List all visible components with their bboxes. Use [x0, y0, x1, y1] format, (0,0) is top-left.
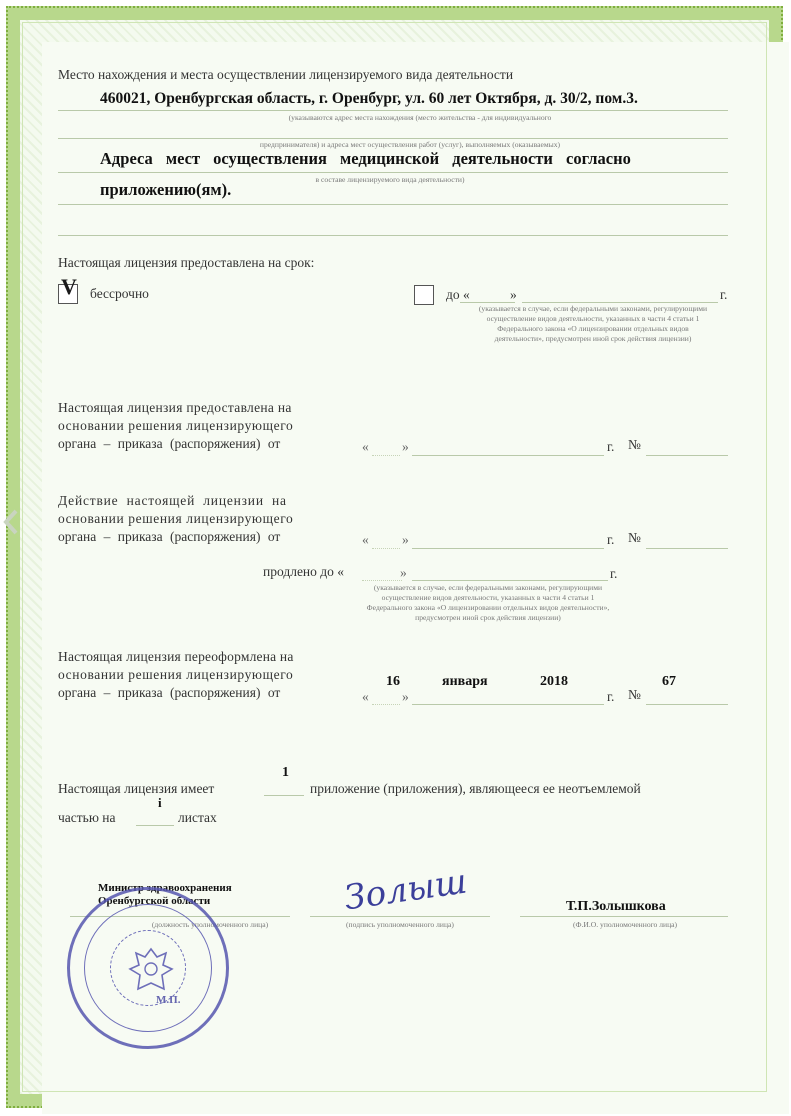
unlimited-label: бессрочно [90, 286, 149, 301]
name-line [520, 916, 728, 917]
appendix-count: 1 [282, 765, 289, 780]
extension-line-2: основании решения лицензирующего [58, 511, 294, 526]
reissue-open: « [362, 689, 369, 704]
reissue-month: января [442, 674, 488, 689]
reissue-number: № [628, 687, 641, 702]
extension-note: (указывается в случае, если федеральными законами, регулирующими осуществление видов деятельности, указанных в части 4 статьи 1 Федерального закона «О лицензировании отдельных видов деятельности», предусмотрен иной срок действия лицензии) [366, 583, 610, 622]
basis-date-line[interactable] [412, 455, 604, 456]
seal-mp-label: М.П. [156, 994, 181, 1006]
underline-3 [58, 172, 728, 173]
extension-day-line[interactable] [372, 548, 400, 549]
extension-number-line[interactable] [646, 548, 728, 549]
reissue-line-3: органа – приказа (распоряжения) от [58, 685, 281, 700]
position-line-2: Оренбургской области [98, 895, 211, 907]
extended-until-label: продлено до « [263, 564, 345, 579]
underline-2 [58, 138, 728, 139]
appendix-sheets-line[interactable] [136, 825, 174, 826]
appendix-count-line[interactable] [264, 795, 304, 796]
extension-open: « [362, 532, 369, 547]
signature-line [310, 916, 490, 917]
basis-year: г. [607, 439, 615, 454]
term-label: Настоящая лицензия предоставлена на срок: [58, 255, 315, 270]
term-note: (указывается в случае, если федеральными законами, регулирующими осуществление видов деятельности, указанных в части 4 статьи 1 Федерального закона «О лицензировании отдельных видов деятельности», предусмотрен иной срок действия лицензии) [478, 304, 708, 343]
official-seal [67, 887, 229, 1049]
coat-of-arms-icon [128, 945, 174, 995]
appendix-sheets-before: частью на [58, 810, 116, 825]
until-close: » [510, 287, 517, 302]
extension-year: г. [607, 532, 615, 547]
chevron-left-icon[interactable] [2, 508, 22, 536]
reissue-line-1: Настоящая лицензия переоформлена на [58, 649, 294, 664]
address-underline [58, 110, 728, 111]
basis-line-3: органа – приказа (распоряжения) от [58, 436, 281, 451]
basis-number: № [628, 437, 641, 452]
reissue-day-line[interactable] [372, 704, 400, 705]
basis-day-line[interactable] [372, 455, 400, 456]
signature-mark: Золыш [341, 861, 470, 919]
reissue-line-2: основании решения лицензирующего [58, 667, 294, 682]
extension-date-line[interactable] [412, 548, 604, 549]
appendix-text-after: приложение (приложения), являющееся ее неотъемлемой [310, 781, 641, 796]
position-line-1: Министр здравоохранения [98, 882, 232, 894]
location-label: Место нахождения и места осуществлении лицензируемого вида деятельности [58, 67, 514, 82]
location-note-3: в составе лицензируемого вида деятельности) [315, 175, 465, 184]
reissue-close: » [402, 689, 409, 704]
extension-line-1: Действие настоящей лицензии на [58, 493, 287, 508]
basis-open: « [362, 439, 369, 454]
until-label: до « [446, 287, 470, 302]
extended-close: » [400, 565, 407, 580]
basis-line-2: основании решения лицензирующего [58, 418, 294, 433]
until-checkbox[interactable] [414, 285, 434, 305]
extension-number: № [628, 530, 641, 545]
appendix-sheets-count: i [158, 795, 162, 810]
appendix-sheets-after: листах [178, 810, 217, 825]
activity-line-2: приложению(ям). [100, 180, 232, 199]
until-date-line[interactable] [522, 302, 718, 303]
reissue-year: г. [607, 689, 615, 704]
reissue-number-value: 67 [662, 674, 676, 689]
name-note: (Ф.И.О. уполномоченного лица) [572, 920, 678, 929]
extended-day-line[interactable] [362, 580, 402, 581]
until-year: г. [720, 287, 728, 302]
signatory-name: Т.П.Золышкова [566, 899, 666, 914]
basis-number-line[interactable] [646, 455, 728, 456]
basis-close: » [402, 439, 409, 454]
extended-year: г. [610, 566, 618, 581]
reissue-date-line[interactable] [412, 704, 604, 705]
extension-line-3: органа – приказа (распоряжения) от [58, 529, 281, 544]
unlimited-checkmark: V [61, 274, 77, 299]
reissue-number-line[interactable] [646, 704, 728, 705]
location-note-2: предпринимателя) и адреса мест осуществления работ (услуг), выполняемых (оказываемых) [259, 140, 561, 149]
reissue-year-value: 2018 [540, 674, 568, 689]
activity-line-1: Адреса мест осуществления медицинской деятельности согласно [100, 149, 631, 168]
extended-date-line[interactable] [412, 580, 608, 581]
location-note-1: (указываются адрес места нахождения (место жительства - для индивидуального [288, 113, 552, 122]
until-day-line[interactable] [460, 302, 515, 303]
extension-close: » [402, 532, 409, 547]
underline-4 [58, 204, 728, 205]
signature-note: (подпись уполномоченного лица) [346, 920, 454, 929]
address-text: 460021, Оренбургская область, г. Оренбург, ул. 60 лет Октября, д. 30/2, пом.3. [100, 90, 638, 107]
appendix-text-before: Настоящая лицензия имеет [58, 781, 215, 796]
underline-5 [58, 235, 728, 236]
position-note: (должность уполномоченного лица) [151, 920, 269, 929]
reissue-day: 16 [386, 674, 400, 689]
basis-line-1: Настоящая лицензия предоставлена на [58, 400, 292, 415]
